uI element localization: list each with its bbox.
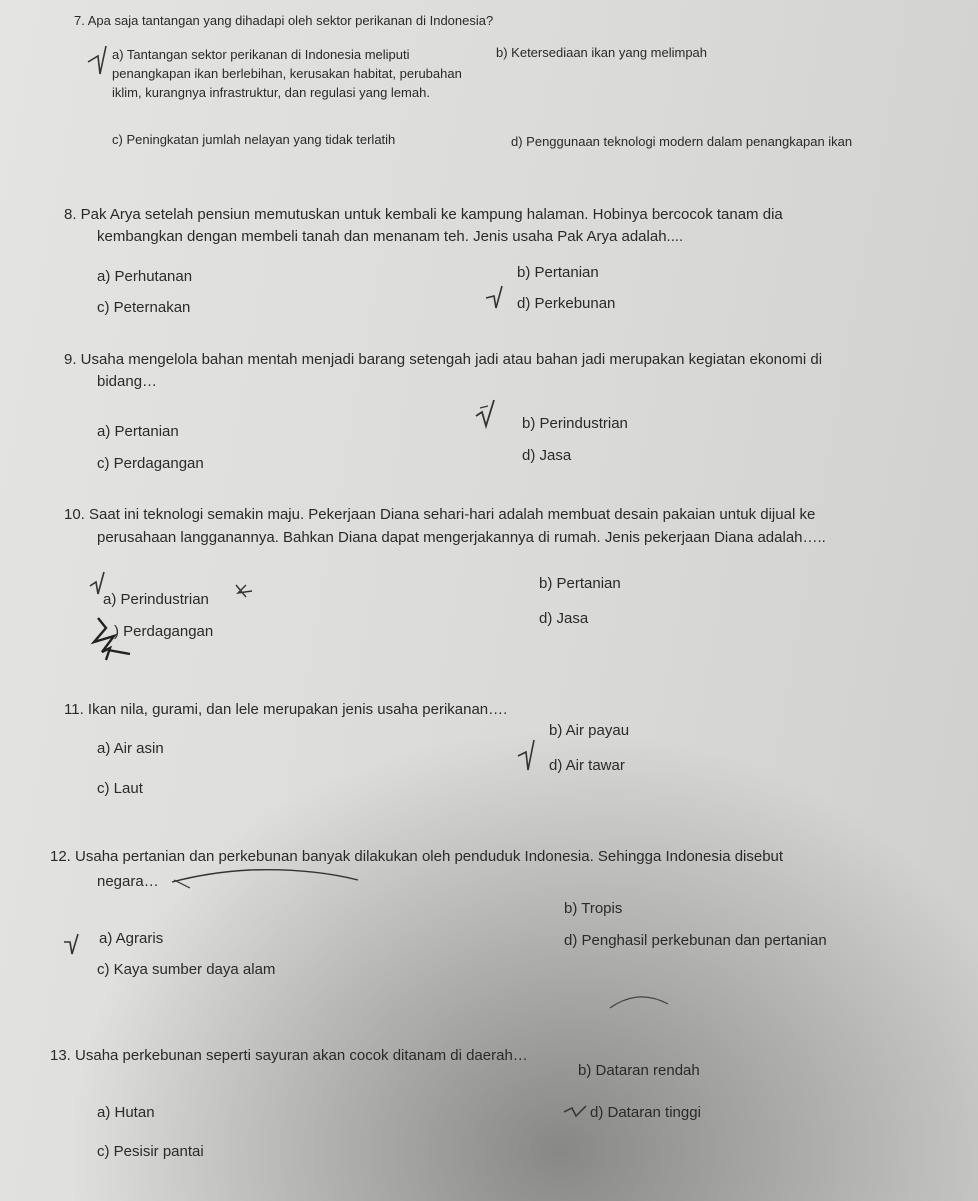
q12-option-b[interactable]: b) Tropis: [564, 900, 623, 917]
q10-option-c[interactable]: ) Perdagangan: [114, 623, 214, 640]
q11-option-c[interactable]: c) Laut: [97, 780, 143, 797]
underline-mark: [170, 866, 360, 888]
checkmark-icon: [484, 284, 512, 312]
q7-option-c[interactable]: c) Peningkatan jumlah nelayan yang tidak terlatih: [112, 132, 396, 147]
checkmark-icon: [88, 570, 112, 598]
question-12-line-1: 12. Usaha pertanian dan perkebunan banyak dilakukan oleh penduduk Indonesia. Sehingga Indonesia disebut: [50, 848, 784, 865]
checkmark-icon: [516, 736, 544, 776]
question-13: 13. Usaha perkebunan seperti sayuran akan cocok ditanam di daerah…: [50, 1047, 528, 1064]
q7-option-b[interactable]: b) Ketersediaan ikan yang melimpah: [496, 45, 708, 60]
curve-mark: [608, 988, 670, 1012]
q13-option-b[interactable]: b) Dataran rendah: [578, 1062, 700, 1079]
question-9-line-1: 9. Usaha mengelola bahan mentah menjadi barang setengah jadi atau bahan jadi merupakan kegiatan ekonomi di: [64, 351, 823, 368]
q7-option-a[interactable]: a) Tantangan sektor perikanan di Indonesia meliputi penangkapan ikan berlebihan, kerusakan habitat, perubahan iklim, kurangnya infrastruktur, dan regulasi yang lemah.: [112, 47, 462, 100]
q9-option-b[interactable]: b) Perindustrian: [522, 415, 628, 432]
cross-mark-icon: [234, 583, 254, 599]
q10-option-a[interactable]: a) Perindustrian: [103, 591, 209, 608]
question-10-line-2: perusahaan langganannya. Bahkan Diana dapat mengerjakannya di rumah. Jenis pekerjaan Diana adalah…..: [97, 529, 826, 546]
question-8-line-1: 8. Pak Arya setelah pensiun memutuskan untuk kembali ke kampung halaman. Hobinya bercocok tanam dia: [64, 206, 783, 223]
q8-option-d[interactable]: d) Perkebunan: [517, 295, 616, 312]
q13-option-a[interactable]: a) Hutan: [97, 1104, 155, 1121]
q8-option-a[interactable]: a) Perhutanan: [97, 268, 193, 285]
q11-option-b[interactable]: b) Air payau: [549, 722, 630, 739]
q11-option-d[interactable]: d) Air tawar: [549, 757, 625, 774]
question-7: 7. Apa saja tantangan yang dihadapi oleh sektor perikanan di Indonesia?: [74, 13, 494, 28]
q7-option-d[interactable]: d) Penggunaan teknologi modern dalam penangkapan ikan: [511, 134, 853, 149]
q13-option-d[interactable]: d) Dataran tinggi: [590, 1104, 701, 1121]
q11-option-a[interactable]: a) Air asin: [97, 740, 164, 757]
checkmark-icon: [562, 1104, 590, 1120]
q10-option-d[interactable]: d) Jasa: [539, 610, 589, 627]
scribble-mark-icon: [88, 614, 132, 662]
q8-option-c[interactable]: c) Peternakan: [97, 299, 191, 316]
q12-option-a[interactable]: a) Agraris: [99, 930, 164, 947]
question-12-line-2: negara…: [97, 873, 159, 890]
q10-option-b[interactable]: b) Pertanian: [539, 575, 621, 592]
q9-option-d[interactable]: d) Jasa: [522, 447, 572, 464]
question-8-line-2: kembangkan dengan membeli tanah dan menanam teh. Jenis usaha Pak Arya adalah....: [97, 228, 684, 245]
checkmark-icon: [86, 40, 116, 76]
question-11: 11. Ikan nila, gurami, dan lele merupakan jenis usaha perikanan….: [64, 701, 508, 718]
q9-option-a[interactable]: a) Pertanian: [97, 423, 179, 440]
q12-option-c[interactable]: c) Kaya sumber daya alam: [97, 961, 276, 978]
checkmark-icon: [474, 398, 504, 430]
question-9-line-2: bidang…: [97, 373, 158, 390]
checkmark-icon: [62, 932, 86, 956]
question-10-line-1: 10. Saat ini teknologi semakin maju. Pekerjaan Diana sehari-hari adalah membuat desain pakaian untuk dijual ke: [64, 506, 816, 523]
q8-option-b[interactable]: b) Pertanian: [517, 264, 599, 281]
q13-option-c[interactable]: c) Pesisir pantai: [97, 1143, 204, 1160]
q9-option-c[interactable]: c) Perdagangan: [97, 455, 204, 472]
q12-option-d[interactable]: d) Penghasil perkebunan dan pertanian: [564, 932, 827, 949]
